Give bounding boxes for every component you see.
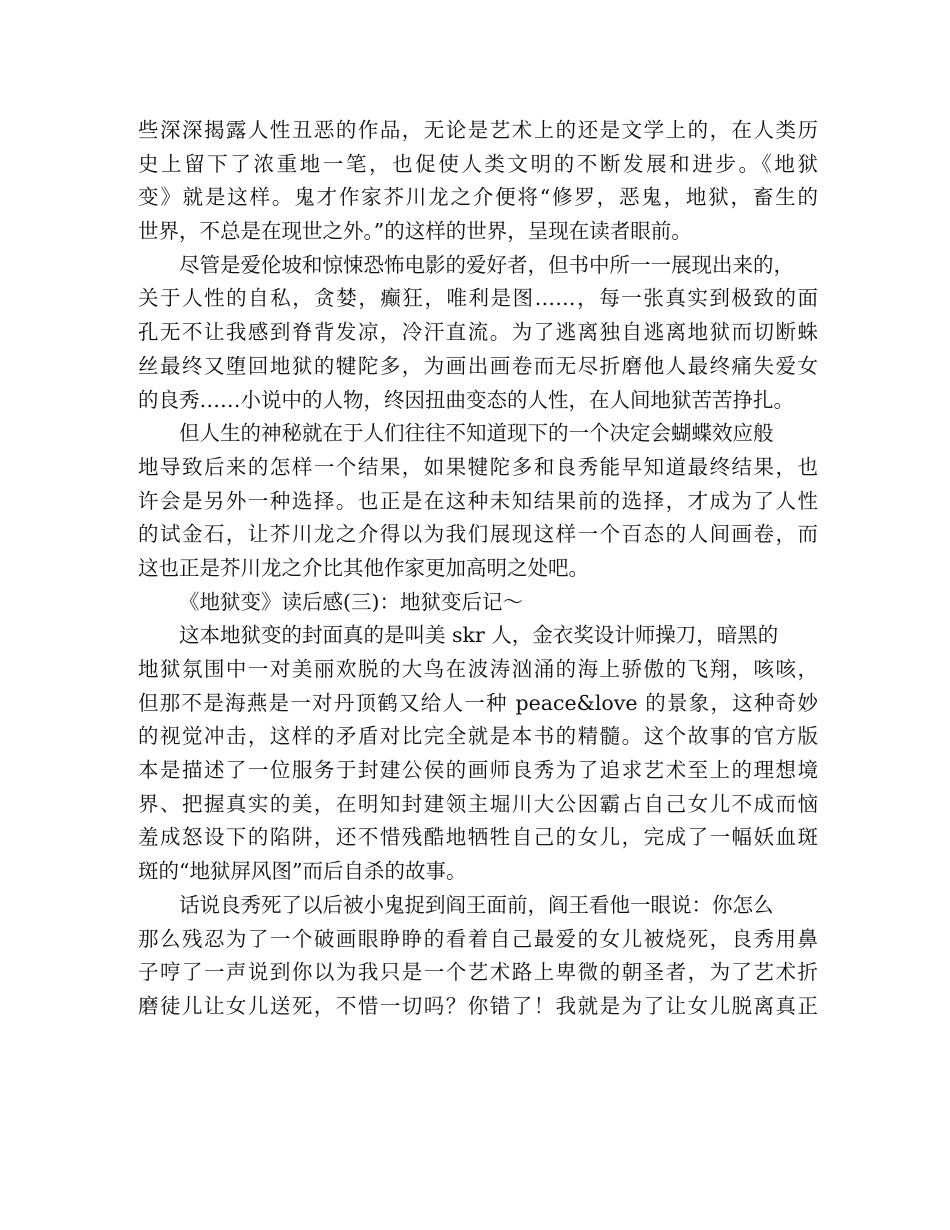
text-line: 的视觉冲击，这样的矛盾对比完全就是本书的精髓。这个故事的官方版 xyxy=(138,724,818,749)
text-line: 些深深揭露人性丑恶的作品，无论是艺术上的还是文学上的，在人类历 xyxy=(138,118,818,142)
text-line: 世界，不总是在现世之外。”的这样的世界，呈现在读者眼前。 xyxy=(138,219,692,244)
text-line: 关于人性的自私，贪婪，癫狂，唯利是图……，每一张真实到极致的面 xyxy=(138,286,818,311)
text-line: 但人生的神秘就在于人们往往不知道现下的一个决定会蝴蝶效应般 xyxy=(179,421,774,446)
text-line: 许会是另外一种选择。也正是在这种未知结果前的选择，才成为了人性 xyxy=(138,488,818,513)
text-line: 史上留下了浓重地一笔，也促使人类文明的不断发展和进步。《地狱 xyxy=(138,151,818,176)
section-heading xyxy=(138,586,818,620)
text-line: 话说良秀死了以后被小鬼捉到阎王面前，阎王看他一眼说：你怎么 xyxy=(179,892,774,917)
text-line: 子哼了一声说到你以为我只是一个艺术路上卑微的朝圣者，为了艺术折 xyxy=(138,960,818,985)
document-body xyxy=(138,114,818,1024)
text-line: 斑的“地狱屏风图”而后自杀的故事。 xyxy=(138,859,467,884)
text-line: 界、把握真实的美，在明知封建领主堀川大公因霸占自己女儿不成而恼 xyxy=(138,791,818,816)
text-line: 尽管是爱伦坡和惊悚恐怖电影的爱好者，但书中所一一展现出来的， xyxy=(179,252,794,277)
text-line: 磨徒儿让女儿送死，不惜一切吗？你错了！我就是为了让女儿脱离真正 xyxy=(138,993,818,1018)
paragraph xyxy=(138,249,818,417)
text-line: 的试金石，让芥川龙之介得以为我们展现这样一个百态的人间画卷，而 xyxy=(138,522,818,547)
text-line: 这也正是芥川龙之介比其他作家更加高明之处吧。 xyxy=(138,555,589,580)
text-line: 但那不是海燕是一对丹顶鹤又给人一种 peace&love 的景象，这种奇妙 xyxy=(138,690,818,715)
paragraph xyxy=(138,889,818,1024)
heading-line: 《地狱变》读后感(三)：地狱变后记～ xyxy=(179,589,523,614)
text-line: 本是描述了一位服务于封建公侯的画师良秀为了追求艺术至上的理想境 xyxy=(138,758,818,783)
paragraph xyxy=(138,619,818,889)
text-line: 变》就是这样。鬼才作家芥川龙之介便将“修罗，恶鬼，地狱，畜生的 xyxy=(138,185,818,210)
text-line: 孔无不让我感到脊背发凉，冷汗直流。为了逃离独自逃离地狱而切断蛛 xyxy=(138,320,818,345)
text-line: 的良秀……小说中的人物，终因扭曲变态的人性，在人间地狱苦苦挣扎。 xyxy=(138,387,794,412)
text-line: 地狱氛围中一对美丽欢脱的大鸟在波涛汹涌的海上骄傲的飞翔，咳咳， xyxy=(138,657,818,681)
paragraph xyxy=(138,114,818,249)
text-line: 那么残忍为了一个破画眼睁睁的看着自己最爱的女儿被烧死，良秀用鼻 xyxy=(138,926,818,951)
text-line: 这本地狱变的封面真的是叫美 skr 人，金衣奖设计师操刀，暗黑的 xyxy=(179,623,779,648)
text-line: 地导致后来的怎样一个结果，如果犍陀多和良秀能早知道最终结果，也 xyxy=(138,454,818,479)
text-line: 丝最终又堕回地狱的犍陀多，为画出画卷而无尽折磨他人最终痛失爱女 xyxy=(138,353,818,378)
paragraph xyxy=(138,417,818,585)
text-line: 羞成怒设下的陷阱，还不惜残酷地牺牲自己的女儿，完成了一幅妖血斑 xyxy=(138,825,818,850)
